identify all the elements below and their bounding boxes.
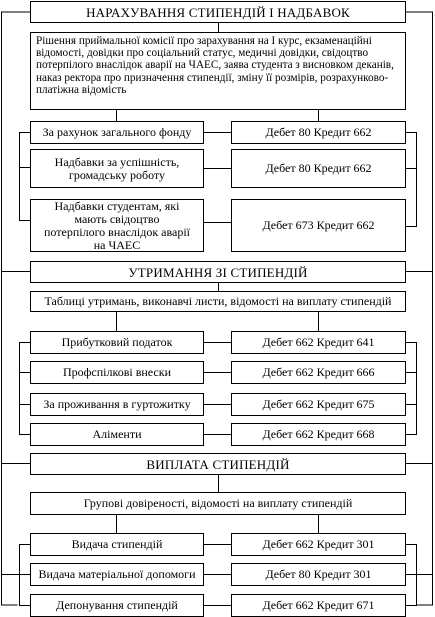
s1-right-bracket (406, 133, 417, 227)
section-3-title: ВИПЛАТА СТИПЕНДІЙ (30, 453, 406, 475)
section-2-row-3-label: За проживання в гуртожитку (30, 393, 204, 416)
section-2-row-1-label: Прибутковий податок (30, 331, 204, 354)
section-1-row-3-label: Надбавки студентам, які мають свідоцтво потерпілого внаслідок аварії на ЧАЕС (30, 199, 204, 252)
s1-left-bracket (20, 133, 31, 221)
section-3-row-3-entry: Дебет 662 Кредит 671 (231, 594, 406, 617)
section-1-row-3-entry: Дебет 673 Кредит 662 (231, 199, 406, 252)
section-2-row-1-entry: Дебет 662 Кредит 641 (231, 331, 406, 354)
section-1-row-2-label: Надбавки за успішність, громадську роботу (30, 149, 204, 188)
section-2-row-4-label: Аліменти (30, 423, 204, 446)
outer-right-rail (406, 12, 433, 605)
section-1-row-1-entry: Дебет 80 Кредит 662 (231, 121, 406, 144)
section-3-documents: Групові довіреності, відомості на виплату стипендій (30, 492, 406, 515)
section-2-row-2-label: Профспілкові внески (30, 361, 204, 384)
section-3-row-2-label: Видача матеріальної допомоги (30, 563, 204, 586)
section-2-row-3-entry: Дебет 662 Кредит 675 (231, 393, 406, 416)
section-2-row-4-entry: Дебет 662 Кредит 668 (231, 423, 406, 446)
section-3-row-1-label: Видача стипендій (30, 533, 204, 556)
section-1-title: НАРАХУВАННЯ СТИПЕНДІЙ І НАДБАВОК (30, 1, 406, 23)
section-3-row-3-label: Депонування стипендій (30, 594, 204, 617)
section-1-row-1-label: За рахунок загального фонду (30, 121, 204, 144)
section-2-row-2-entry: Дебет 662 Кредит 666 (231, 361, 406, 384)
s2-right-bracket (406, 343, 417, 435)
s2-left-bracket (20, 343, 31, 435)
section-1-documents: Рішення приймальної комісії про зарахування на I курс, екзаменаційні відомості, довідки про соціальний статус, медичні довідки, свідоцтво потерпілого внаслідок аварії на ЧАЕС, заява студента з висновком деканів, наказ ректора про призначення стипендії, зміну її розмірів, розрахунково-платіжна відомість (30, 32, 406, 110)
section-2-title: УТРИМАННЯ ЗІ СТИПЕНДІЙ (30, 261, 406, 283)
section-3-row-2-entry: Дебет 80 Кредит 301 (231, 563, 406, 586)
section-1-row-2-entry: Дебет 80 Кредит 662 (231, 149, 406, 188)
section-3-row-1-entry: Дебет 662 Кредит 301 (231, 533, 406, 556)
outer-left-rail (2, 12, 31, 605)
section-2-documents: Таблиці утримань, виконавчі листи, відомості на виплату стипендій (30, 291, 406, 312)
